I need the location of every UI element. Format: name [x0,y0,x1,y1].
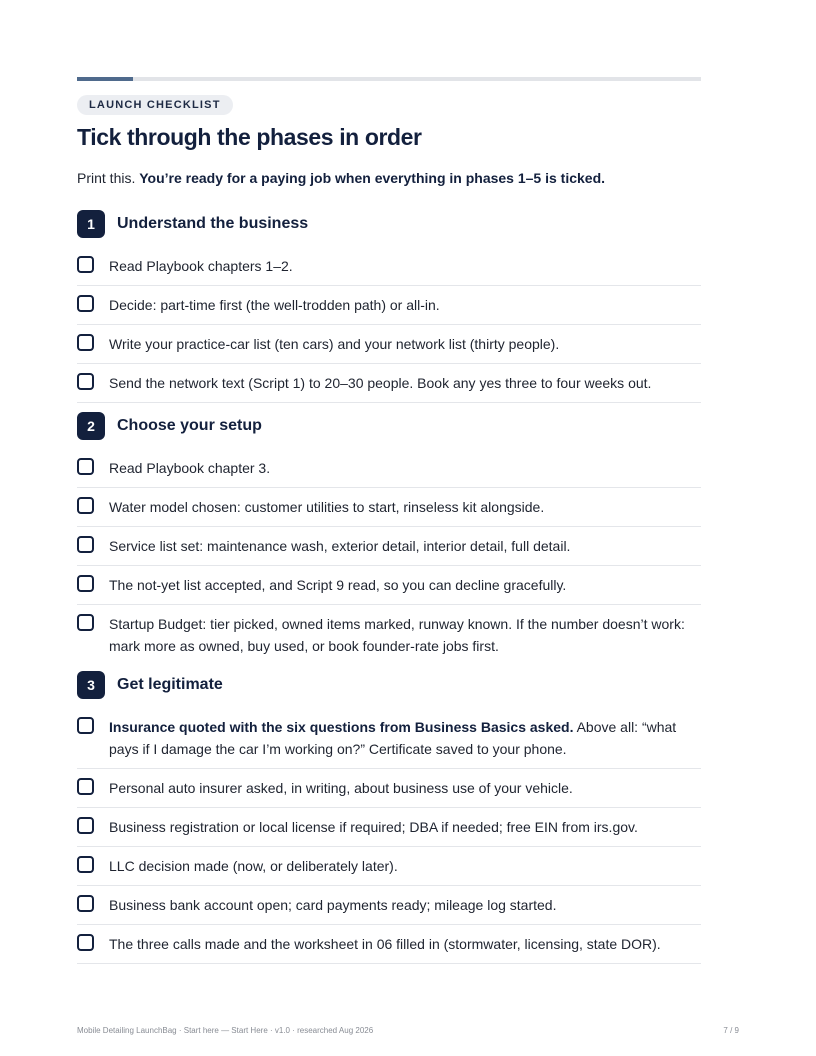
item-text [109,294,440,316]
phase-header [77,412,701,440]
item-label: Send the network text (Script 1) to 20–30 people. Book any yes three to four weeks out. [109,375,652,391]
checklist-item[interactable] [77,808,701,847]
checkbox[interactable] [77,895,94,912]
progress-fill [77,77,133,81]
checkbox[interactable] [77,856,94,873]
intro-emphasis: You’re ready for a paying job when everything in phases 1–5 is ticked. [139,170,606,186]
checklist-item[interactable] [77,449,701,488]
checklist-item[interactable] [77,247,701,286]
phase-header [77,671,701,699]
item-label: LLC decision made (now, or deliberately later). [109,858,398,874]
item-text [109,716,701,760]
checklist-item[interactable] [77,925,701,964]
intro-lead: Print this. [77,170,136,186]
footer-doc-info: Mobile Detailing LaunchBag · Start here — Start Here · v1.0 · researched Aug 2026 [77,1026,374,1035]
item-text [109,457,270,479]
item-text [109,255,293,277]
item-text [109,574,566,596]
intro-text [77,170,605,186]
checkbox[interactable] [77,295,94,312]
item-label: Read Playbook chapters 1–2. [109,258,293,274]
phase-number: 3 [77,671,105,699]
checklist-item[interactable] [77,566,701,605]
checklist-item[interactable] [77,847,701,886]
checkbox[interactable] [77,778,94,795]
item-label: Decide: part-time first (the well-trodden path) or all-in. [109,297,440,313]
item-label: Service list set: maintenance wash, exterior detail, interior detail, full detail. [109,538,571,554]
checkbox[interactable] [77,717,94,734]
item-text [109,372,651,394]
checklist-item[interactable] [77,886,701,925]
section-badge: LAUNCH CHECKLIST [77,95,233,115]
item-text [109,816,638,838]
item-label: The three calls made and the worksheet in 06 filled in (stormwater, licensing, state DOR). [109,936,661,952]
checkbox[interactable] [77,373,94,390]
checklist-item[interactable] [77,527,701,566]
checkbox[interactable] [77,575,94,592]
phase-title: Understand the business [117,215,309,232]
checklist-item[interactable] [77,769,701,808]
phase-title: Get legitimate [117,676,223,693]
phase-3 [77,671,701,964]
phase-title: Choose your setup [117,417,262,434]
phase-2 [77,412,701,665]
checkbox[interactable] [77,934,94,951]
item-text [109,496,544,518]
checklist-item[interactable] [77,325,701,364]
checklist-item[interactable] [77,708,701,769]
checklist-item[interactable] [77,364,701,403]
item-text [109,894,556,916]
phase-1 [77,210,701,403]
checkbox[interactable] [77,256,94,273]
item-label: Business bank account open; card payments ready; mileage log started. [109,897,557,913]
item-label: Read Playbook chapter 3. [109,460,271,476]
item-text [109,777,573,799]
item-label: Business registration or local license if required; DBA if needed; free EIN from irs.gov. [109,819,638,835]
checklist-item[interactable] [77,605,701,665]
checkbox[interactable] [77,817,94,834]
phase-number: 1 [77,210,105,238]
checkbox[interactable] [77,458,94,475]
checkbox[interactable] [77,536,94,553]
progress-bar [77,77,701,81]
item-text [109,855,398,877]
item-text [109,613,701,657]
checkbox[interactable] [77,614,94,631]
checkbox[interactable] [77,334,94,351]
item-text [109,333,559,355]
item-label: The not-yet list accepted, and Script 9 read, so you can decline gracefully. [109,577,567,593]
footer-page-number: 7 / 9 [723,1026,739,1035]
checklist-item[interactable] [77,488,701,527]
checklist-item[interactable] [77,286,701,325]
phase-number: 2 [77,412,105,440]
checkbox[interactable] [77,497,94,514]
item-emphasis: Insurance quoted with the six questions from Business Basics asked. [109,719,574,735]
item-label: Personal auto insurer asked, in writing, about business use of your vehicle. [109,780,573,796]
item-text [109,933,661,955]
item-label: Water model chosen: customer utilities to start, rinseless kit alongside. [109,499,545,515]
item-label: Write your practice-car list (ten cars) and your network list (thirty people). [109,336,560,352]
page-title: Tick through the phases in order [77,124,422,150]
item-text [109,535,570,557]
phase-header [77,210,701,238]
item-label: Above all: “what pays if I damage the car I’m working on?” Certificate saved to your phone. [109,719,677,757]
item-label: Startup Budget: tier picked, owned items marked, runway known. If the number doesn’t work: mark more as owned, buy used, or book founder-rate jobs first. [109,616,685,654]
